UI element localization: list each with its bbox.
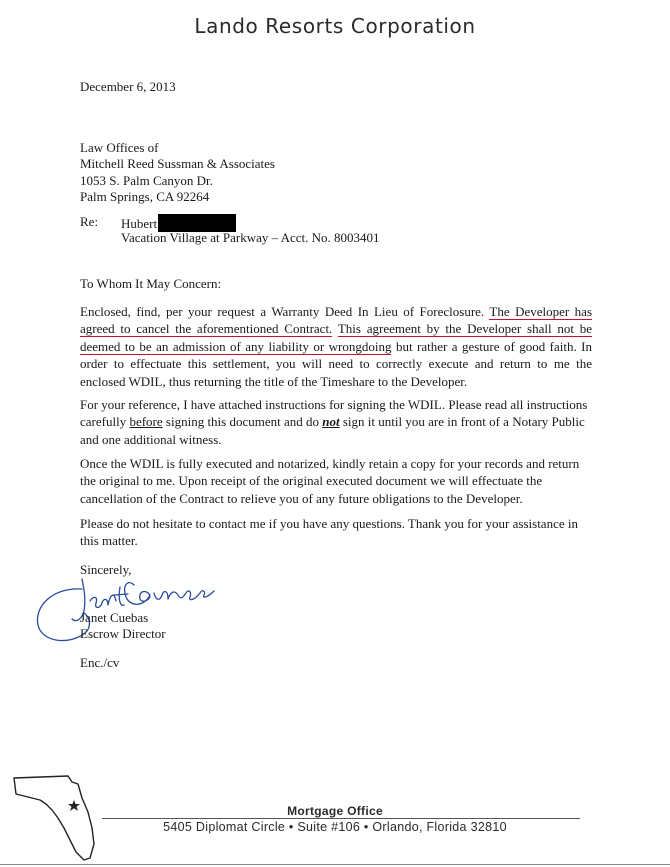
paragraph-contact: Please do not hesitate to contact me if you have any questions. Thank you for your assistance in this matter.	[80, 516, 578, 549]
footer-address: 5405 Diplomat Circle • Suite #106 • Orlando, Florida 32810	[163, 820, 507, 834]
recipient-address	[80, 140, 275, 205]
closing: Sincerely,	[80, 562, 132, 577]
company-name: Lando Resorts Corporation	[194, 14, 476, 38]
signer-name: Janet Cuebas	[80, 610, 149, 625]
paragraph-execution: Once the WDIL is fully executed and notarized, kindly retain a copy for your records and return the original to me. Upon receipt of the original executed document we will effectuate the cancellation of the Contract to relieve you of any future obligations to the Developer.	[80, 456, 580, 506]
paragraph2-text-rest: sign it until you are in front of a Notary Public and one additional witness.	[80, 414, 585, 447]
paragraph1-text-rest: but rather a gesture of good faith. In order to effectuate this settlement, you will need to correctly execute and return to me the enclosed WDIL, thus returning the title of the Timeshare to the Developer.	[80, 338, 593, 389]
re-account-line: Vacation Village at Parkway – Acct. No. 8003401	[121, 230, 380, 245]
underlined-before: before	[129, 414, 163, 430]
paragraph1-text: Enclosed, find, per your request a Warranty Deed In Lieu of Foreclosure.	[80, 304, 485, 319]
paragraph2-text-mid: signing this document and do	[165, 414, 320, 430]
recipient-line: Palm Springs, CA 92264	[80, 188, 210, 204]
re-name: Hubert	[121, 216, 158, 231]
recipient-line: 1053 S. Palm Canyon Dr.	[80, 172, 213, 188]
enclosure-note: Enc./cv	[80, 655, 120, 670]
re-label: Re:	[80, 214, 99, 229]
letter-date: December 6, 2013	[80, 79, 176, 94]
paragraph-enclosure	[80, 303, 592, 390]
underlined-no-liability: This agreement by the Developer shall not be deemed to be an admission of any liability or wrongdoing	[80, 321, 593, 354]
footer-divider	[102, 818, 580, 819]
signer-title: Escrow Director	[80, 626, 166, 641]
recipient-line: Mitchell Reed Sussman & Associates	[80, 156, 275, 172]
recipient-line: Law Offices of	[80, 140, 159, 155]
signer-block	[80, 610, 166, 642]
emphasis-not: not	[322, 414, 340, 430]
paragraph-instructions	[80, 396, 592, 448]
page-bottom-edge	[0, 864, 670, 865]
underlined-cancellation: The Developer has agreed to cancel the aforementioned Contract.	[80, 304, 593, 337]
footer-office: Mortgage Office	[287, 804, 383, 818]
florida-map-icon	[12, 772, 100, 864]
paragraph2-text: For your reference, I have attached instructions for signing the WDIL. Please read all instructions carefully	[80, 397, 588, 430]
salutation: To Whom It May Concern:	[80, 276, 222, 291]
